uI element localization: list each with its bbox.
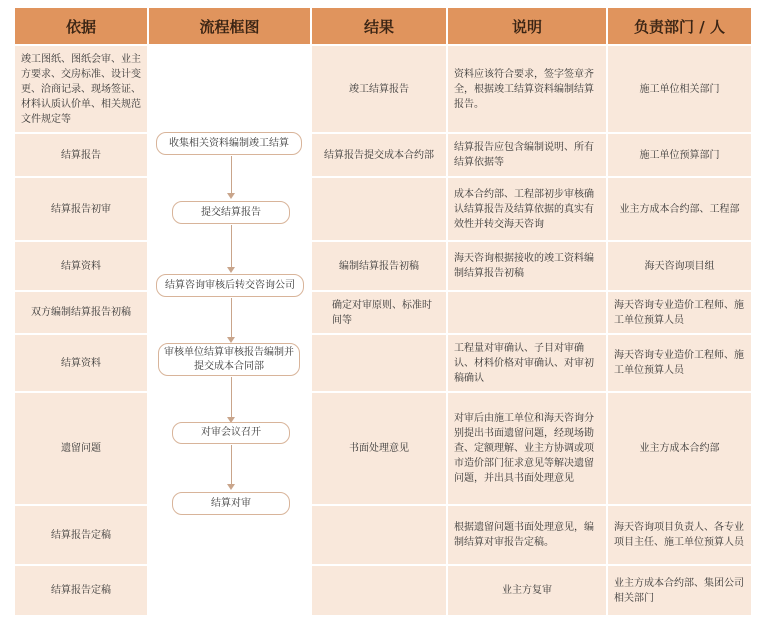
description-cell: 对审后由施工单位和海天咨询分别提出书面遗留问题，经现场勘查、定额理解、业主方协调或项市造价部门征求意见等解决遗留问题，并出具书面处理意见 bbox=[454, 413, 594, 484]
header-basis: 依据 bbox=[15, 8, 147, 44]
header-department: 负责部门 / 人 bbox=[608, 8, 751, 44]
flow-arrow bbox=[231, 225, 232, 268]
flow-arrow bbox=[231, 445, 232, 485]
result-cell: 确定对审原则、标准时间等 bbox=[332, 299, 432, 326]
flow-step-review-meeting: 对审会议召开 bbox=[172, 422, 290, 444]
flow-arrow bbox=[231, 298, 232, 338]
basis-cell: 结算报告定稿 bbox=[51, 585, 111, 596]
department-cell: 海天咨询项目组 bbox=[644, 260, 715, 272]
result-cell: 书面处理意见 bbox=[349, 443, 409, 454]
basis-cell: 结算报告 bbox=[61, 149, 101, 161]
department-cell: 海天咨询专业造价工程师、施工单位预算人员 bbox=[614, 350, 744, 376]
flowchart-column bbox=[149, 44, 310, 615]
basis-cell: 竣工图纸、图纸会审、业主方要求、交房标准、设计变更、洽商记录、现场签证、材料认质认价单、相关规范文件规定等 bbox=[21, 53, 141, 125]
basis-cell: 结算资料 bbox=[61, 260, 101, 272]
basis-cell: 结算资料 bbox=[61, 357, 101, 369]
department-cell: 业主方成本合约部 bbox=[639, 443, 720, 454]
description-cell: 成本合约部、工程部初步审核确认结算报告及结算依据的真实有效性并转交海天咨询 bbox=[454, 188, 594, 230]
header-result: 结果 bbox=[312, 8, 446, 44]
description-cell: 资料应该符合要求，签字签章齐全，根据竣工结算资料编制结算报告。 bbox=[454, 68, 594, 110]
flow-step-collect-materials: 收集相关资料编制竣工结算 bbox=[156, 132, 302, 155]
description-cell: 根据遗留问题书面处理意见，编制结算对审报告定稿。 bbox=[454, 522, 594, 548]
header-description: 说明 bbox=[448, 8, 606, 44]
result-cell: 竣工结算报告 bbox=[349, 83, 409, 95]
flow-step-consult-review: 结算咨询审核后转交咨询公司 bbox=[156, 274, 304, 297]
result-cell bbox=[312, 566, 446, 615]
department-cell: 海天咨询项目负责人、各专业项目主任、施工单位预算人员 bbox=[614, 522, 744, 548]
result-cell bbox=[312, 178, 446, 240]
flow-arrow bbox=[231, 156, 232, 194]
basis-cell: 双方编制结算报告初稿 bbox=[31, 307, 131, 318]
department-cell: 业主方成本合约部、工程部 bbox=[619, 203, 740, 215]
result-cell bbox=[312, 335, 446, 391]
process-table bbox=[15, 8, 751, 615]
description-cell: 业主方复审 bbox=[502, 585, 552, 596]
basis-cell: 结算报告初审 bbox=[51, 203, 111, 215]
flow-step-settlement-review: 结算对审 bbox=[172, 492, 290, 515]
department-cell: 施工单位预算部门 bbox=[639, 149, 720, 161]
description-cell: 结算报告应包含编制说明、所有结算依据等 bbox=[454, 142, 594, 168]
result-cell: 结算报告提交成本合约部 bbox=[324, 149, 434, 161]
department-cell: 业主方成本合约部、集团公司相关部门 bbox=[614, 577, 744, 604]
flow-step-audit-report: 审核单位结算审核报告编制并提交成本合同部 bbox=[158, 343, 300, 376]
flow-arrow bbox=[231, 377, 232, 418]
description-cell: 海天咨询根据接收的竣工资料编制结算报告初稿 bbox=[454, 253, 594, 279]
result-cell: 编制结算报告初稿 bbox=[339, 260, 419, 272]
flow-step-submit-report: 提交结算报告 bbox=[172, 201, 290, 224]
header-flowchart: 流程框图 bbox=[149, 8, 310, 44]
department-cell: 施工单位相关部门 bbox=[639, 83, 720, 95]
basis-cell: 遗留问题 bbox=[61, 443, 101, 454]
department-cell: 海天咨询专业造价工程师、施工单位预算人员 bbox=[614, 299, 744, 326]
description-cell: 工程量对审确认、子目对审确认、材料价格对审确认、对审初稿确认 bbox=[454, 342, 594, 384]
description-cell bbox=[448, 292, 606, 333]
basis-cell: 结算报告定稿 bbox=[51, 529, 111, 541]
result-cell bbox=[312, 506, 446, 564]
